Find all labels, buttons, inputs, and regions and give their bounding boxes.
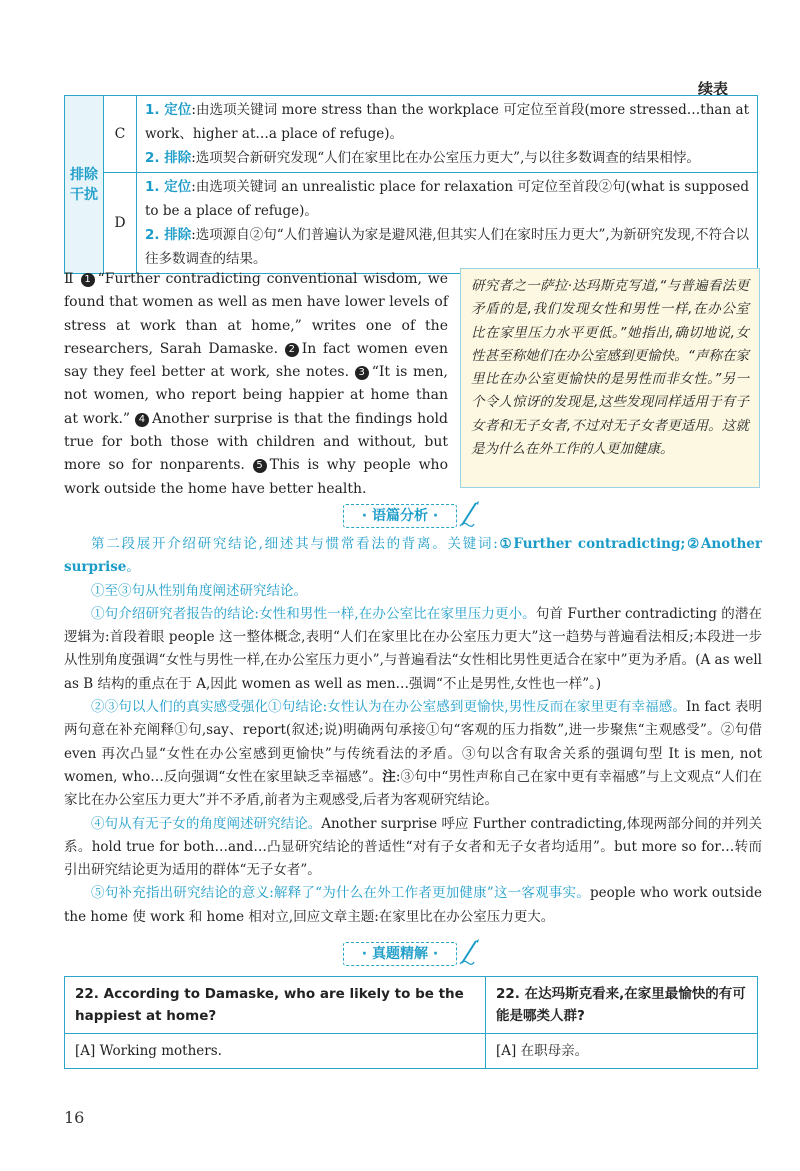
translation-box: 研究者之一萨拉·达玛斯克写道,“与普遍看法更矛盾的是,我们发现女性和男性一样,在办公室比在家里压力水平更低。”她指出,确切地说,女性甚至称她们在办公室感到更愉快。“声称在家里比在办公室更愉快的是男性而非女性。”另一个令人惊讶的发现是,这些发现同样适用于有子女者和无子女者,不过对无子女者更适用。这就是为什么在外工作的人更加健康。: [460, 268, 760, 488]
section-title-box: [343, 942, 457, 966]
continued-label: 续表: [697, 80, 728, 98]
analysis-paragraph: ④句从有无子女的角度阐述研究结论。Another surprise 呼应 Further contradicting,体现两部分间的并列关系。hold true for both…and…凸显研究结论的普适性“对有子女者和无子女者均适用”。but more so for…转而引出研究结论更为适用的群体“无子女者”。: [64, 815, 762, 879]
sentence-number: 1: [81, 273, 95, 287]
sentence-2: In fact women even say they feel better at work, she notes.: [64, 340, 448, 381]
answer-cn: [A] 在职母亲。: [486, 1034, 758, 1069]
answer-en: [A] Working mothers.: [65, 1034, 486, 1069]
analysis-paragraph: ①句介绍研究者报告的结论:女性和男性一样,在办公室比在家里压力更小。句首 Further contradicting 的潜在逻辑为:首段着眼 people 这一整体概念,表明“人们在家里比在办公室压力更大”这一趋势与普遍看法相反;本段进一步从性别角度强调“女性与男性一样,在办公室压力更小”,与普遍看法“女性相比男性更适合在家中”更为矛盾。(A as well as B 结构的重点在于 A,因此 women as well as men…强调“不止是男性,女性也一样”。): [64, 605, 762, 692]
pen-icon: [458, 499, 482, 529]
analysis-paragraph: 第二段展开介绍研究结论,细述其与惯常看法的背离。关键词:①Further contradicting;②Another surprise。: [64, 536, 762, 576]
section-title-box: [343, 504, 457, 528]
question-table: [64, 976, 758, 1069]
option-letter: C: [104, 96, 137, 173]
sentence-number: 2: [285, 343, 299, 357]
question-cn: 22. 在达玛斯克看来,在家里最愉快的有可能是哪类人群?: [486, 977, 758, 1034]
sentence-number: 5: [253, 459, 267, 473]
option-explanation: 1. 定位:由选项关键词 more stress than the workplace 可定位至首段(more stressed…than at work、higher at…a place of refuge)。 2. 排除:选项契合新研究发现“人们在家里比在办公室压力更大”,与以往多数调查的结果相悖。: [137, 96, 758, 173]
elimination-table: [64, 95, 758, 274]
pen-icon: [458, 937, 482, 967]
section-title: · 真题精解 ·: [361, 946, 439, 962]
sentence-5: This is why people who work outside the home have better health.: [64, 457, 448, 497]
section-heading: [0, 941, 800, 967]
sentence-number: 3: [355, 366, 369, 380]
option-explanation: 1. 定位:由选项关键词 an unrealistic place for relaxation 可定位至首段②句(what is supposed to be a place of refuge)。 2. 排除:选项源自②句“人们普遍认为家是避风港,但其实人们在家时压力更大”,为新研究发现,不符合以往多数调查的结果。: [137, 173, 758, 274]
analysis-paragraph: ②③句以人们的真实感受强化①句结论:女性认为在办公室感到更愉快,男性反而在家里更有幸福感。In fact 表明两句意在补充阐释①句,say、report(叙述;说)明确两句承接①句“客观的压力指数”,进一步聚焦“主观感受”。②句借 even 再次凸显“女性在办公室感到更愉快”与传统看法的矛盾。③句以含有取舍关系的强调句型 It is men, not women, who…反向强调“女性在家里缺乏幸福感”。注:③句中“男性声称自己在家中更有幸福感”与上文观点“人们在家比在办公室压力更大”并不矛盾,前者为主观感受,后者为客观研究结论。: [64, 699, 762, 809]
category-label: 排除干扰: [70, 166, 98, 203]
sentence-4: Another surprise is that the findings hold true for both those with children and without, but more so for nonparents.: [64, 410, 448, 474]
option-letter: D: [104, 173, 137, 274]
sentence-number: 4: [135, 413, 149, 427]
table-row: [65, 173, 758, 274]
english-passage: [64, 268, 448, 501]
sentence-3: “It is men, not women, who report being happier at home than at work.”: [64, 364, 449, 427]
category-cell: [65, 96, 104, 274]
table-row: [65, 96, 758, 173]
paragraph-roman: Ⅱ: [64, 271, 75, 287]
section-heading: [0, 503, 800, 529]
analysis-paragraph: ①至③句从性别角度阐述研究结论。: [91, 582, 307, 599]
page-number: 16: [64, 1108, 85, 1127]
section-title: · 语篇分析 ·: [361, 508, 439, 524]
analysis-paragraph: ⑤句补充指出研究结论的意义:解释了“为什么在外工作者更加健康”这一客观事实。people who work outside the home 使 work 和 home 相对立,回应文章主题:在家里比在办公室压力更大。: [64, 885, 762, 925]
sentence-1: “Further contradicting conventional wisdom, we found that women as well as men have lower levels of stress at work than at home,” writes one of the researchers, Sarah Damaske.: [64, 271, 449, 357]
table-row: [65, 1034, 758, 1069]
table-row: [65, 977, 758, 1034]
question-en: 22. According to Damaske, who are likely to be the happiest at home?: [65, 977, 486, 1034]
discourse-analysis: [64, 533, 762, 929]
